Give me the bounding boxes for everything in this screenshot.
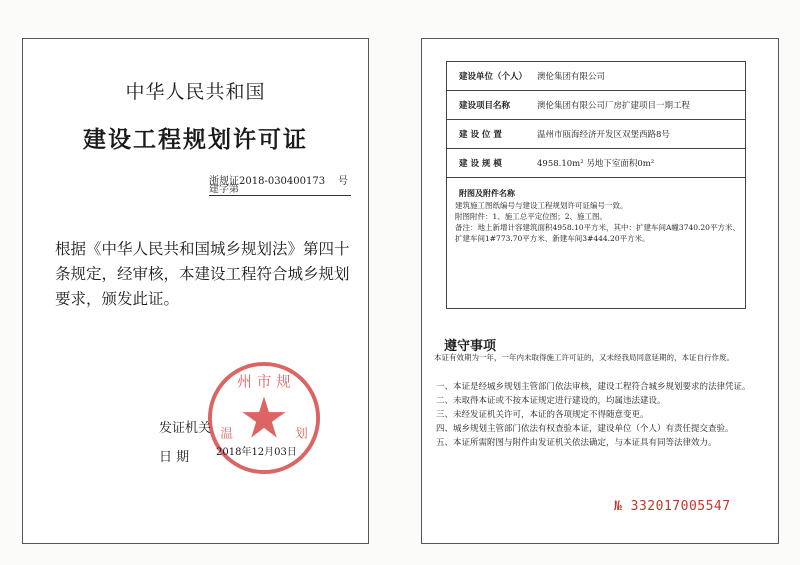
country-name: 中华人民共和国 bbox=[125, 81, 266, 103]
rule-item: 一、本证是经城乡规划主管部门依法审核，建设工程符合城乡规划要求的法律凭证。 bbox=[436, 382, 751, 392]
row-label: 建 设 规 模 bbox=[459, 159, 502, 169]
rule-item: 二、未取得本证或不按本证规定进行建设的，均属违法建设。 bbox=[436, 396, 666, 406]
row-location bbox=[447, 120, 745, 149]
row-value: 澳伦集团有限公司厂房扩建项目一期工程 bbox=[537, 101, 691, 111]
certificate-number: 浙规证2018-030400173 bbox=[209, 176, 326, 187]
permit-title: 建设工程规划许可证 bbox=[83, 127, 308, 153]
permit-cover-page bbox=[22, 38, 369, 544]
rules-list bbox=[434, 381, 769, 451]
notice-heading: 遵守事项 bbox=[444, 339, 497, 354]
official-seal-stamp bbox=[205, 359, 323, 477]
row-label: 建 设 位 置 bbox=[459, 130, 502, 140]
rule-item: 三、未经发证机关许可，本证的各项规定不得随意变更。 bbox=[436, 410, 649, 420]
rule-item: 五、本证所需附图与附件由发证机关依法确定，与本证具有同等法律效力。 bbox=[436, 438, 717, 448]
rule-item: 四、城乡规划主管部门依法有权查验本证，建设单位（个人）有责任提交查验。 bbox=[436, 424, 734, 434]
row-value: 4958.10m² 另地下室面积0m² bbox=[537, 159, 655, 169]
attachment-text: 建筑施工图纸编号与建设工程规划许可证编号一致。 附图附件：1、施工总平定位图；2、施工图。 备注：地上新增计容建筑面积4958.10平方米，其中：扩建车间A幢3740.20平方米、扩建车间1#773.70平方米、新建车间3#444.20平方米。 bbox=[455, 201, 740, 243]
row-construction-unit bbox=[447, 62, 745, 91]
date-label: 日 期 bbox=[159, 450, 190, 465]
row-label: 建设单位（个人） bbox=[459, 72, 528, 82]
svg-text:温: 温 bbox=[220, 426, 234, 442]
project-info-table bbox=[446, 61, 746, 309]
certificate-prefix: 建字第 bbox=[209, 180, 351, 196]
issuance-declaration: 根据《中华人民共和国城乡规划法》第四十条规定，经审核，本建设工程符合城乡规划要求，颁发此证。 bbox=[55, 240, 350, 308]
svg-text:划: 划 bbox=[294, 426, 308, 442]
issue-date: 2018年12月03日 bbox=[216, 447, 297, 458]
svg-text:州 市 规: 州 市 规 bbox=[237, 373, 291, 391]
row-value: 温州市瓯海经济开发区双堡西路8号 bbox=[537, 130, 670, 140]
certificate-suffix: 号 bbox=[338, 176, 348, 187]
attachment-heading: 附图及附件名称 bbox=[459, 189, 515, 198]
permit-details-page bbox=[421, 38, 779, 544]
row-label: 建设项目名称 bbox=[459, 101, 511, 111]
issuer-label: 发证机关 bbox=[159, 421, 212, 436]
row-project-name bbox=[447, 91, 745, 120]
serial-number: № 332017005547 bbox=[614, 499, 731, 514]
row-value: 澳伦集团有限公司 bbox=[537, 72, 606, 82]
row-scale bbox=[447, 149, 745, 178]
notice-intro: 本证有效期为一年，一年内未取得施工许可证的，又未经我局同意延期的，本证自行作废。 bbox=[434, 353, 734, 362]
